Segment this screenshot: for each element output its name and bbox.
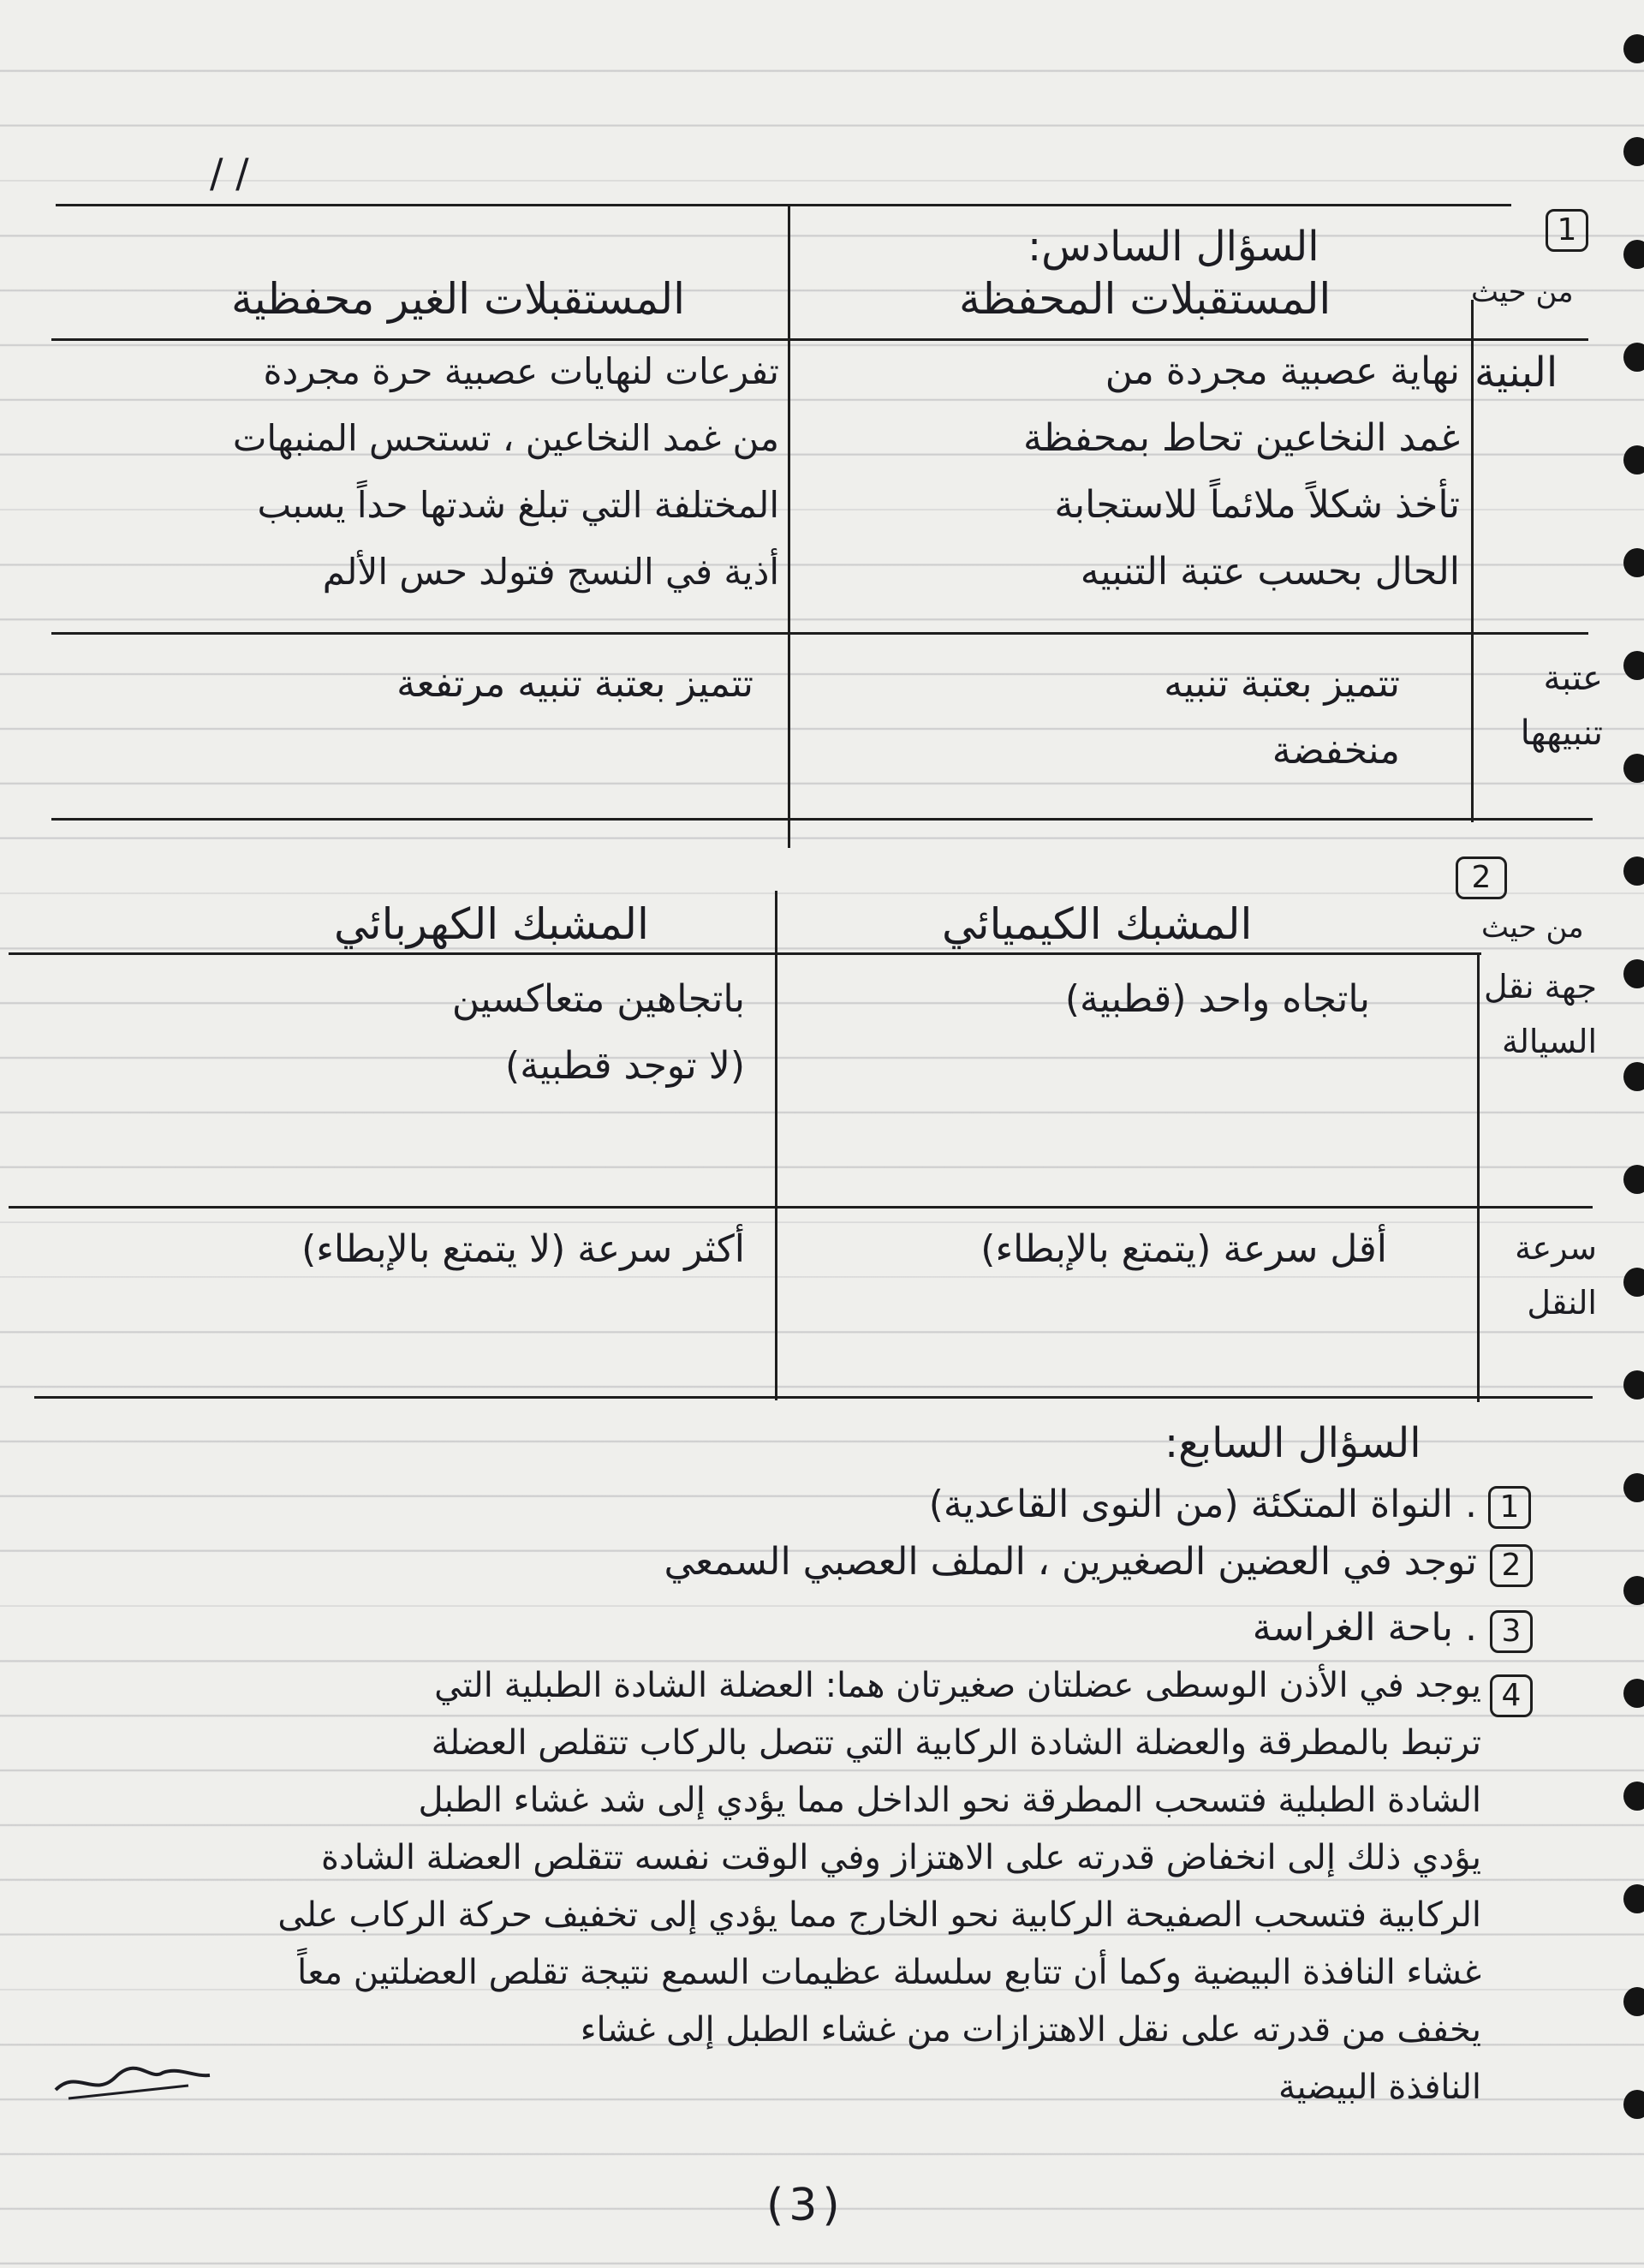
binder-hole (1623, 1062, 1644, 1091)
binder-hole (1623, 137, 1644, 166)
q7-item3-number: 3 (1490, 1610, 1533, 1653)
binder-hole (1623, 1473, 1644, 1502)
part2-header-line (9, 952, 1481, 955)
cell-line: تتميز بعتبة تنبيه مرتفعة (396, 662, 754, 706)
binder-hole (1623, 1884, 1644, 1913)
structure-right-cell (801, 338, 1460, 606)
paragraph-line: يخفف من قدرته على نقل الاهتزازات من غشاء الطبل إلى غشاء (580, 2010, 1481, 2050)
row-label-speed: سرعة النقل (1515, 1229, 1597, 1322)
direction-left-cell (214, 966, 745, 1100)
date-marks: / / (210, 150, 249, 196)
cell-line: أكثر سرعة (لا يتمتع بالإبطاء) (301, 1227, 745, 1271)
cell-line: منخفضة (1272, 729, 1400, 773)
cell-line: غمد النخاعين تحاط بمحفظة (1022, 416, 1460, 460)
cell-line: تتميز بعتبة تنبيه (1164, 662, 1400, 706)
direction-right-cell (805, 966, 1370, 1033)
row-label-threshold: عتبة تنبيهها (1520, 659, 1603, 753)
cell-line: أقل سرعة (يتمتع بالإبطاء) (980, 1227, 1387, 1271)
binder-hole (1623, 548, 1644, 577)
paragraph-line: غشاء النافذة البيضية وكما أن تتابع سلسلة عظيمات السمع نتيجة تقلص العضلتين معاً (297, 1953, 1481, 1992)
binder-hole (1623, 343, 1644, 372)
binder-hole (1623, 1679, 1644, 1708)
q6-part1-col-right: المستقبلات المحفظة (959, 274, 1331, 324)
q6-part2-col-left: المشبك الكهربائي (334, 899, 649, 949)
q7-item2-text: توجد في العضين الصغيرين ، الملف العصبي السمعي (664, 1540, 1477, 1584)
binder-hole (1623, 240, 1644, 269)
q6-part2-col-right: المشبك الكيميائي (942, 899, 1253, 949)
binder-hole (1623, 2090, 1644, 2119)
part2-col-divider (775, 891, 777, 1400)
binder-hole (1623, 651, 1644, 680)
table-top-line (56, 204, 1511, 206)
page-number: (3) (766, 2180, 845, 2231)
q7-item4-paragraph (34, 1657, 1481, 2116)
binder-holes (1610, 0, 1644, 2268)
signature-scribble (51, 2051, 214, 2111)
cell-line: باتجاهين متعاكسين (451, 977, 745, 1021)
row-line (51, 632, 1588, 635)
row-label-structure: البنية (1474, 349, 1558, 397)
cell-line: المختلفة التي تبلغ شدتها حداً يسبب (257, 484, 779, 526)
q7-item1-text: . النواة المتكئة (من النوى القاعدية) (928, 1483, 1477, 1526)
table-bottom-line (51, 818, 1593, 821)
binder-hole (1623, 445, 1644, 474)
structure-left-cell (43, 338, 779, 606)
q7-item1-number: 1 (1488, 1486, 1531, 1529)
q7-item4-number: 4 (1490, 1674, 1533, 1717)
binder-hole (1623, 856, 1644, 886)
label-divider (1471, 300, 1474, 822)
binder-hole (1623, 959, 1644, 988)
threshold-left-cell (43, 651, 754, 718)
q6-part1-col-left: المستقبلات الغير محفظية (231, 274, 685, 324)
q6-part1-number: 1 (1546, 209, 1588, 252)
row-label-direction: جهة نقل السيالة (1483, 968, 1597, 1060)
binder-hole (1623, 1782, 1644, 1811)
binder-hole (1623, 1987, 1644, 2016)
part2-row-line (9, 1206, 1593, 1209)
paragraph-line: يؤدي ذلك إلى انخفاض قدرته على الاهتزاز وفي الوقت نفسه تتقلص العضلة الشادة (321, 1838, 1481, 1877)
binder-hole (1623, 1576, 1644, 1605)
paragraph-line: الركابية فتسحب الصفيحة الركابية نحو الخارج مما يؤدي إلى تخفيف حركة الركاب على (277, 1895, 1481, 1935)
q6-part2-aspect: من حيث (1481, 910, 1584, 945)
cell-line: أذية في النسج فتولد حس الألم (322, 551, 779, 593)
cell-line: نهاية عصبية مجردة من (1105, 349, 1460, 393)
q7-item2-number: 2 (1490, 1544, 1533, 1587)
q6-part1-aspect: من حيث (1471, 275, 1574, 309)
col-divider (788, 206, 790, 848)
cell-line: (لا توجد قطبية) (505, 1044, 745, 1088)
speed-right-cell (805, 1216, 1387, 1283)
paragraph-line: يوجد في الأذن الوسطى عضلتان صغيرتان هما: العضلة الشادة الطبلية التي (434, 1666, 1481, 1705)
cell-line: تفرعات لنهايات عصبية حرة مجردة (263, 350, 779, 392)
q7-title: السؤال السابع: (1164, 1419, 1421, 1467)
q7-item3-text: . باحة الغراسة (1252, 1606, 1477, 1650)
paragraph-line: ترتبط بالمطرقة والعضلة الشادة الركابية التي تتصل بالركاب تتقلص العضلة (431, 1723, 1481, 1763)
binder-hole (1623, 1268, 1644, 1297)
paragraph-line: النافذة البيضية (1278, 2068, 1481, 2107)
speed-left-cell (111, 1216, 745, 1283)
binder-hole (1623, 34, 1644, 63)
paragraph-line: الشادة الطبلية فتسحب المطرقة نحو الداخل مما يؤدي إلى شد غشاء الطبل (418, 1781, 1481, 1820)
q6-title: السؤال السادس: (1028, 223, 1319, 271)
cell-line: تأخذ شكلاً ملائماً للاستجابة (1054, 483, 1460, 527)
binder-hole (1623, 754, 1644, 783)
q6-part2-number: 2 (1456, 856, 1507, 899)
cell-line: من غمد النخاعين ، تستحس المنبهات (232, 417, 779, 459)
cell-line: باتجاه واحد (قطبية) (1064, 977, 1370, 1021)
binder-hole (1623, 1370, 1644, 1400)
threshold-right-cell (801, 651, 1400, 785)
cell-line: الحال بحسب عتبة التنبيه (1080, 550, 1460, 594)
binder-hole (1623, 1165, 1644, 1194)
